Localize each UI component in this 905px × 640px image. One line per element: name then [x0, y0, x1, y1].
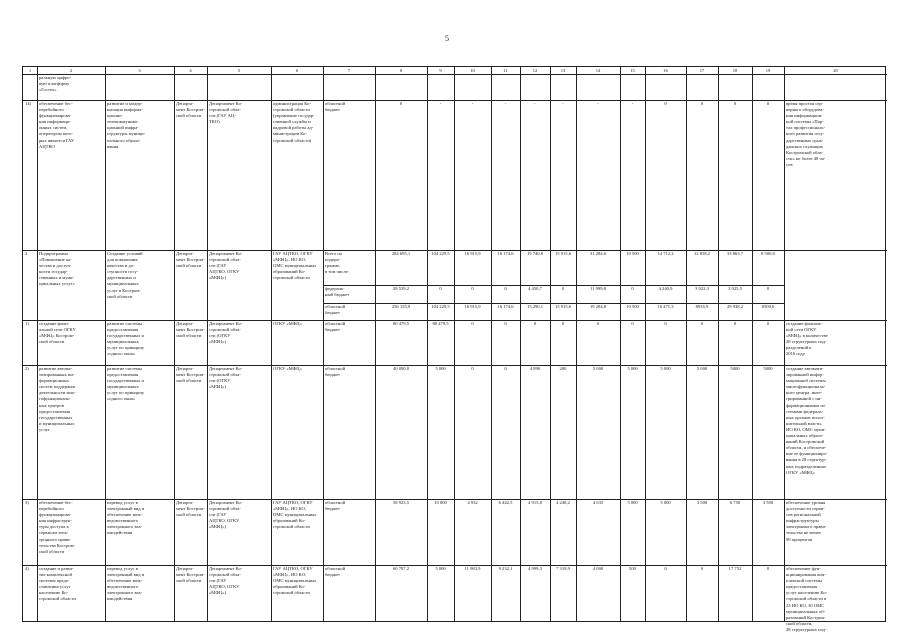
- amount-cell: 256 155,9: [391, 304, 411, 309]
- column-rule: [105, 67, 106, 621]
- amount-cell: 16 174,6: [497, 304, 514, 309]
- amount-cell: 0: [504, 366, 507, 371]
- column-header: 7: [347, 68, 351, 73]
- amount-cell: 0: [471, 321, 474, 326]
- amount-cell: 3 922,3: [695, 286, 709, 291]
- amount-cell: 7 319,9: [556, 566, 570, 571]
- amount-cell: 5 000: [435, 366, 446, 371]
- column-header: 9: [439, 68, 442, 73]
- funding-source: областной бюджет: [325, 500, 346, 512]
- responsible-executor: Департа- мент Костром- ской области: [176, 500, 205, 518]
- amount-cell: 80 479,5: [392, 321, 410, 326]
- measure-name: ральную цифро- вую платформу «Гостех»: [39, 75, 72, 93]
- funding-source: областной бюджет: [325, 101, 346, 113]
- row-number: 3): [25, 500, 29, 505]
- amount-cell: 0: [664, 321, 667, 326]
- amount-cell: 0: [664, 101, 667, 106]
- amount-cell: 4 890: [529, 366, 541, 371]
- funding-source: областной бюджет: [325, 321, 346, 333]
- amount-cell: 0: [700, 321, 704, 326]
- coexecutor: Департамент Ко- стромской обла- сти (ГАУ АЦТКО, ОГКУ «МФЦ»): [209, 251, 243, 281]
- column-rule: [375, 67, 376, 621]
- funding-source: федераль- ный бюджет: [325, 286, 350, 298]
- responsible-executor: Департа- мент Костром- ской области: [176, 101, 205, 119]
- amount-cell: 0: [631, 286, 634, 291]
- amount-cell: 10 471,3: [657, 304, 674, 309]
- column-header: 3: [138, 68, 141, 73]
- amount-cell: 0: [533, 321, 537, 326]
- amount-cell: 0: [471, 366, 474, 371]
- column-rule: [520, 67, 521, 621]
- column-header: 15: [630, 68, 635, 73]
- amount-cell: 11 983,9: [464, 566, 481, 571]
- column-header: 5: [237, 68, 241, 73]
- amount-cell: 5000: [763, 366, 773, 371]
- participant: ГАУ АЦТКО, ОГКУ «МФЦ», ИО КО, ОМС муниципальных образований Ко- стромской области: [273, 251, 317, 281]
- indicator-text: создание автомати- зированной инфор- мационной системы многофункциональ- ного центра, инте- грированной с ин- формационными си- стемами федераль- ных органов испол- нительной власти, ИО КО, ОМС муни- ципальных образо- ваний Костромской области, и обеспече- ние ее функциониро- вания в 28 структур- ных подразделениях ОГКУ «МФЦ»: [786, 366, 828, 475]
- column-header: 14: [595, 68, 601, 73]
- coexecutor: Департамент Ко- стромской обла- сти (ОГКУ «МФЦ»): [209, 366, 243, 390]
- amount-cell: 0: [439, 286, 442, 291]
- amount-cell: -: [534, 101, 536, 106]
- coexecutor: Департамент Ко- стромской обла- сти (ГАУ АЦТКО, ОГКУ «МФЦ»): [209, 566, 243, 596]
- column-header: 2: [69, 68, 73, 73]
- row-number: 2): [25, 366, 29, 371]
- amount-cell: 5 000: [660, 366, 671, 371]
- amount-cell: 4 915,8: [528, 500, 542, 505]
- amount-cell: 10 500: [626, 304, 639, 309]
- column-header: 20: [833, 68, 838, 73]
- amount-cell: 4 999,3: [528, 566, 542, 571]
- column-rule: [271, 67, 272, 621]
- amount-cell: 0: [561, 321, 565, 326]
- participant: администрация Ко- стромской области (управление государ- ственной службы и кадровой работы ад- министрации Ко- стромской области): [273, 101, 315, 143]
- amount-cell: 0: [399, 101, 403, 106]
- amount-cell: -: [631, 101, 634, 106]
- measure-name: создание фили- альной сети ОГКУ «МФЦ» Костром- ской области: [39, 321, 76, 345]
- column-header: 18: [732, 68, 738, 73]
- column-rule: [620, 67, 621, 621]
- amount-cell: 5 000: [627, 366, 638, 371]
- amount-cell: 19 740,8: [526, 251, 544, 256]
- amount-cell: -: [562, 101, 564, 106]
- column-header: 1: [28, 68, 32, 73]
- column-header: 10: [470, 68, 475, 73]
- column-header: 6: [295, 68, 299, 73]
- amount-cell: 6 750: [729, 500, 741, 505]
- column-header: 19: [765, 68, 771, 73]
- amount-cell: 15 915,6: [554, 251, 572, 256]
- column-rule: [491, 67, 492, 621]
- amount-cell: 8500,0: [761, 304, 775, 309]
- amount-cell: 8935,9: [695, 304, 709, 309]
- amount-cell: 29 938,2: [726, 304, 744, 309]
- column-header: 16: [663, 68, 668, 73]
- amount-cell: 104 229,5: [431, 251, 450, 256]
- column-rule: [207, 67, 208, 621]
- amount-cell: 28 539,2: [392, 286, 410, 291]
- amount-cell: 0: [700, 566, 704, 571]
- program-table: [22, 66, 886, 632]
- indicator-text: создание филиаль- ной сети ОГКУ «МФЦ» в количестве 28 структурных под- разделений в 2016 году: [786, 321, 828, 357]
- indicator-text: обеспечение уровня доступности серви- сов региональной инфраструктуры электронного прави- тельства не менее 99 процентов: [786, 500, 827, 542]
- amount-cell: 0: [504, 321, 507, 326]
- amount-cell: 6 442,5: [498, 500, 513, 505]
- column-rule: [550, 67, 551, 621]
- amount-cell: 58 923,5: [392, 500, 410, 505]
- funding-source: областной бюджет: [325, 566, 346, 578]
- amount-cell: 3 500: [696, 500, 708, 505]
- task-text: перевод услуг в электронный вид и обеспечение меж- ведомственного электронного вза- имодействия: [107, 500, 145, 536]
- amount-cell: 0: [733, 101, 737, 106]
- participant: ГАУ АЦТКО, ОГКУ «МФЦ», ИО КО, ОМС муниципальных образований Ко- стромской области: [273, 566, 317, 596]
- measure-name: развитие автома- тизированных ин- формационных систем поддержки деятельности мно- гофункциональ- ных центров предоставления государственных и муниципальных услуг: [39, 366, 76, 432]
- measure-name: Подпрограмма «Повышение ка- чества и доступ- ности государ- ственных и муни- ципальных услуг»: [39, 251, 75, 287]
- amount-cell: 80 479,5: [432, 321, 449, 326]
- indicator-text: время простоя сер- верного оборудова- ния информацион- ной системы «Пор- тал профессиональ- ного развития госу- дарственных граж- данских служащих Костромской обла- сти» не более 48 ча- сов: [786, 101, 826, 167]
- column-header: 12: [532, 68, 538, 73]
- amount-cell: 11 999,8: [590, 286, 606, 291]
- amount-cell: 40 090,0: [392, 366, 410, 371]
- amount-cell: 16 915,9: [464, 251, 481, 256]
- measure-name: создание и разви- тие комплексной системы предо- ставления услуг населению Ко- стромской области: [39, 566, 76, 602]
- amount-cell: 0: [700, 101, 704, 106]
- responsible-executor: Департа- мент Костром- ской области: [176, 251, 205, 269]
- amount-cell: -: [504, 101, 507, 106]
- task-text: развитие системы предоставления государственных и муниципальных услуг по принципу «одного окна»: [107, 321, 145, 357]
- column-rule: [576, 67, 577, 621]
- amount-cell: 284 695,1: [391, 251, 411, 256]
- amount-cell: 5000: [730, 366, 740, 371]
- page-number: 5: [445, 34, 449, 43]
- amount-cell: 0: [664, 566, 667, 571]
- amount-cell: 15 915,6: [554, 304, 572, 309]
- column-rule: [686, 67, 687, 621]
- amount-cell: 200: [559, 366, 567, 371]
- column-rule: [645, 67, 646, 621]
- coexecutor: Департамент Ко- стромской обла- сти (ГАУ АЦ- ТКО): [209, 101, 243, 125]
- amount-cell: 33 863,7: [726, 251, 744, 256]
- row-number: 14): [25, 101, 32, 106]
- column-header: 8: [399, 68, 403, 73]
- column-rule: [174, 67, 175, 621]
- participant: ОГКУ «МФЦ»: [273, 321, 302, 326]
- task-text: Создание условий для повышения качества и до- ступности госу- дарственных и муниципальных услуг в Костром- ской области: [107, 251, 143, 299]
- amount-cell: 15 290,1: [526, 304, 544, 309]
- row-number: 1): [25, 321, 29, 326]
- participant: ОГКУ «МФЦ»: [273, 366, 302, 371]
- row-rule: [23, 74, 887, 75]
- amount-cell: 5 000: [592, 366, 604, 371]
- coexecutor: Департамент Ко- стромской обла- сти (ГАУ АЦТКО, ОГКУ «МФЦ»): [209, 500, 243, 530]
- amount-cell: 8 500,0: [761, 251, 775, 256]
- row-number: 2: [25, 251, 28, 256]
- responsible-executor: Департа- мент Костром- ской области: [176, 366, 205, 384]
- column-rule: [784, 67, 785, 621]
- amount-cell: 5 000: [627, 500, 638, 505]
- column-rule: [454, 67, 455, 621]
- amount-cell: 3 500: [762, 500, 774, 505]
- amount-cell: 0: [631, 321, 634, 326]
- amount-cell: 4 932: [467, 500, 478, 505]
- amount-cell: 17 752: [728, 566, 742, 571]
- coexecutor: Департамент Ко- стромской обла- сти (ОГКУ «МФЦ»): [209, 321, 243, 345]
- amount-cell: 4 240,9: [658, 286, 673, 291]
- column-header: 17: [699, 68, 705, 73]
- amount-cell: 16 915,9: [464, 304, 481, 309]
- column-header: 11: [503, 68, 508, 73]
- amount-cell: 0: [766, 321, 770, 326]
- measure-name: обеспечение бес- перебойного функционирова- ния инфраструк- туры доступа к сервисам элек- тронного прави- тельства Костром- ской области: [39, 500, 76, 554]
- amount-cell: 4 635: [592, 500, 604, 505]
- task-text: перевод услуг в электронный вид и обеспечение меж- ведомственного электронного вза- имодействия: [107, 566, 145, 602]
- amount-cell: 0: [766, 286, 770, 291]
- funding-source: Всего по подпро- грамме, в том числе:: [325, 251, 349, 275]
- amount-cell: 5 000: [660, 500, 671, 505]
- task-text: развитие системы предоставления государственных и муниципальных услуг по принципу «одного окна»: [107, 366, 145, 402]
- amount-cell: 3 925,5: [728, 286, 742, 291]
- funding-source: областной бюджет: [325, 304, 346, 316]
- amount-cell: -: [597, 101, 599, 106]
- participant: ГАУ АЦТКО, ОГКУ «МФЦ», ИО КО, ОМС муниципальных образований Ко- стромской области: [273, 500, 317, 530]
- amount-cell: -: [471, 101, 474, 106]
- amount-cell: 0: [596, 321, 600, 326]
- row-number: 4): [25, 566, 29, 571]
- responsible-executor: Департа- мент Костром- ской области: [176, 321, 205, 339]
- amount-cell: 4 248,2: [556, 500, 570, 505]
- column-header: 4: [189, 68, 192, 73]
- amount-cell: 0: [504, 286, 507, 291]
- amount-cell: 5 000: [696, 366, 708, 371]
- amount-cell: -: [439, 101, 442, 106]
- task-text: развитие и модер- низация информа- ционно- телекоммуника- ционной инфра- структуры муници- пального образо- вания: [107, 101, 146, 149]
- amount-cell: 0: [471, 286, 474, 291]
- amount-cell: 0: [766, 566, 770, 571]
- column-header: 13: [560, 68, 566, 73]
- column-rule: [718, 67, 719, 621]
- column-rule: [752, 67, 753, 621]
- amount-cell: 31 284,6: [589, 251, 607, 256]
- amount-cell: 19 284,8: [589, 304, 607, 309]
- amount-cell: 4 450,7: [528, 286, 542, 291]
- column-rule: [323, 67, 324, 621]
- amount-cell: 9 232,1: [498, 566, 513, 571]
- amount-cell: 0: [766, 101, 770, 106]
- amount-cell: 12 858,2: [693, 251, 711, 256]
- amount-cell: 4 000: [592, 566, 604, 571]
- column-rule: [37, 67, 38, 621]
- amount-cell: 104 229,5: [431, 304, 450, 309]
- amount-cell: 60 787,2: [392, 566, 410, 571]
- column-rule: [427, 67, 428, 621]
- indicator-text: обеспечение фун- кционирования ком- плексной системы предоставления услуг населению Ко- стромской области в 23 ИО КО, 30 ОМС муниципальных об- разований Костром- ской области, 28 структурных под-: [786, 566, 828, 632]
- amount-cell: 16 174,6: [497, 251, 514, 256]
- amount-cell: 500: [629, 566, 636, 571]
- amount-cell: 0: [561, 286, 565, 291]
- amount-cell: 14 712,2: [657, 251, 674, 256]
- amount-cell: 0: [733, 321, 737, 326]
- measure-name: обеспечение бес- перебойного функционирова- ния информаци- онных систем, оператором кото- рых является ГАУ АЦТКО: [39, 101, 75, 149]
- responsible-executor: Департа- мент Костром- ской области: [176, 566, 205, 584]
- funding-source: областной бюджет: [325, 366, 346, 378]
- amount-cell: 10 000: [434, 500, 447, 505]
- amount-cell: 10 500: [626, 251, 639, 256]
- amount-cell: 5 000: [435, 566, 446, 571]
